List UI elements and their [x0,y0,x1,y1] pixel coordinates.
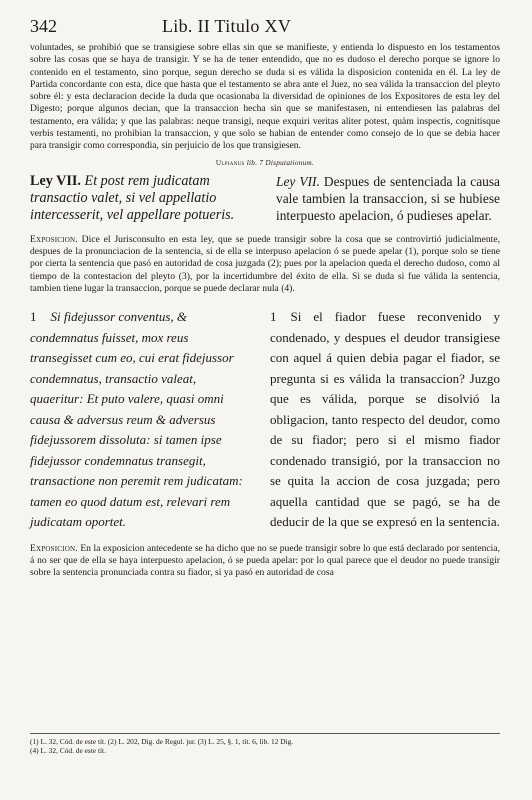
page-number: 342 [30,16,57,36]
ley-spanish-heading: Ley VII. [276,173,320,189]
exposicion-2 [30,543,500,580]
exposicion-1-text: Dice el Jurisconsulto en esta ley, que se puede transigir sobre la cosa que se controvirtió judicialmente, despues de la pronunciacion de la sentencia, si de ella se interpuso apelacion ó se puede apelar (1), porque solo se tiene por cierta la sentencia que pasó en autoridad de cosa juzgada (2); pues por la apelacion queda el derecho dudoso, como al tiempo de la contestacion del pleyto (3), por la incertidumbre del éxito de ella. Si se duda si fue válida la sentencia, tambien tiene lugar la transaccion, porque se puede declarar nula (4). [30,233,500,294]
ley-spanish-text: Despues de sentenciada la causa vale tambien la transaccion, si se hubiese interpuesto apelacion, ó pudieses apelar. [276,173,500,223]
section-1-block [30,307,500,533]
section-1-number-latin: 1 [30,309,37,325]
footnotes [30,733,500,755]
ley-latin-text: Et post rem judicatam transactio valet, si vel appellatio intercesserit, vel appellare potueris. [30,172,235,223]
page-header [30,16,500,40]
attribution [30,159,500,167]
intro-paragraph: voluntades, se prohibió que se transigiese sobre ellas sin que se manifieste, y entienda lo dispuesto en los testamentos sobre las cosas que se haya de transigir. Y se ha de tener entendido, que no es dudoso el derecho porque se ignore lo contenido en el testamento, sino porque, segun derecho se duda si es válida la disposicion contenida en él. La ley de Partida concordante con esta, dice que hasta que el testamento se abra ante el Juez, no sea válida la transaccion del pleyto sobre él: y esta declaracion decide la duda que ocasionaba la diversidad de opiniones de los Expositores de esta ley del Digesto; porque algunos decian, que la transaccion hecha sin que se manifestasen, ni entendiesen las palabras del testamento, era válida; y que las palabras: neque transigi, neque exquiri veritas aliter potest, quàm inspectis, cognitisque verbis testamenti, no prohibian la transaccion, y que solo se habian de entender como consejo de lo que se debia hacer para transigir como correspondia, sin perjuicio de los que transigiesen. [30,42,500,152]
exposicion-1-label: Exposicion. [30,233,78,245]
section-1-number-spanish: 1 [270,309,277,325]
footnote-line: (1) L. 32, Cód. de este tít. (2) L. 202, Dig. de Regul. jur. (3) L. 25, §. 1, tít. 6, lib. 12 Dig. [30,737,294,746]
exposicion-2-text: En la exposicion antecedente se ha dicho que no se puede transigir sobre lo que está declarado por sentencia, á no ser que de ella se haya interpuesto apelacion, ó se pueda apelar: por lo qual parece que el deudor no puede transigir sobre la sentencia pronunciada contra su fiador, si ya pasó en autoridad de cosa [30,542,500,579]
ley-latin-heading: Ley VII. [30,172,81,189]
ley-spanish-column [276,173,500,224]
running-head: Lib. II Titulo XV [162,16,292,36]
footnote-line: (4) L. 32, Cód. de este tít. [30,746,106,755]
ley-vii-block [30,173,500,224]
attribution-work: lib. 7 Disputationum. [244,158,315,167]
section-1-spanish-text: Si el fiador fuese reconvenido y condenado, y despues el deudor transigiese con aquel á quien debia pagar el fiador, se pregunta si es válida la transaccion? Juzgo que es válida, porque se disolvió la obligacion, tanto respecto del deudor, como de su fiador; pero si el mismo fiador condenado transigió, por la transaccion no se quita la accion de cosa juzgada; pero aquella cantidad que se pagó, se ha de deducir de la que se expresó en la sentencia. [270,309,500,530]
section-1-latin-text: Si fidejussor conventus, & condemnatus fuisset, mox reus transegisset cum eo, cui erat fidejussor condemnatus, transactio valeat, quaeritur: Et puto valere, quasi omni causa & adversus reum & adversus fidejussorem dissoluta: si tamen ipse fidejussor condemnatus transegit, transactione non peremit rem judicatam: tamen eo quod datum est, relevari rem judicatam oportet. [30,309,243,530]
section-1-latin-column [30,307,252,533]
ley-latin-column [30,173,258,224]
exposicion-2-label: Exposicion. [30,542,78,554]
exposicion-1 [30,234,500,295]
attribution-author: Ulpianus [215,158,245,167]
section-1-spanish-column [270,307,500,533]
